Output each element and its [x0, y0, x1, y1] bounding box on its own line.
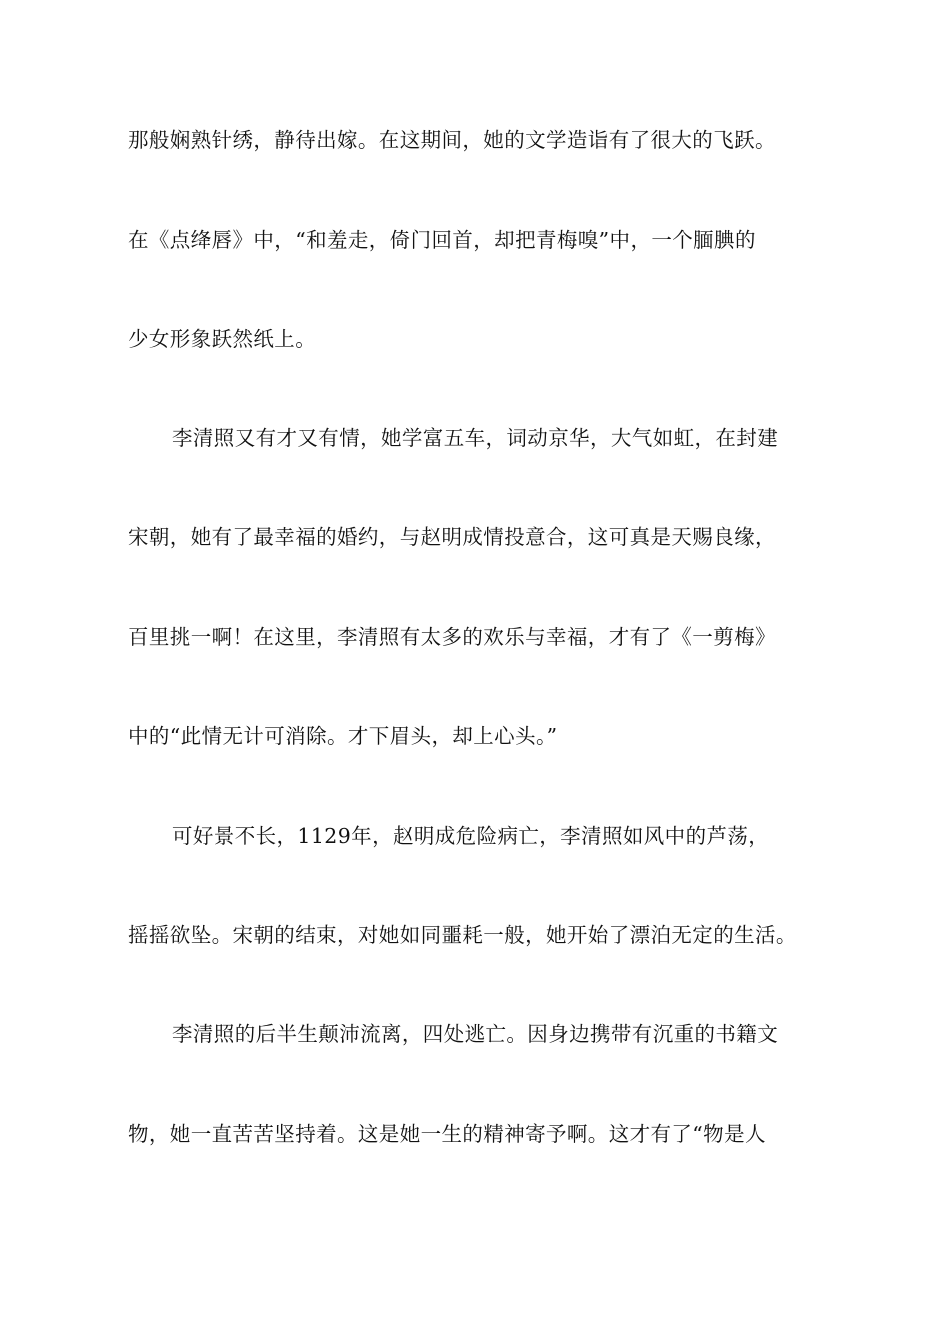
text-line: 少女形象跃然纸上。: [128, 327, 317, 351]
text-line: 中的“此情无计可消除。才下眉头，却上心头。”: [128, 724, 558, 748]
paragraph-start-line: 李清照的后半生颠沛流离，四处逃亡。因身边携带有沉重的书籍文: [172, 1022, 779, 1046]
paragraph-start-line: 李清照又有才又有情，她学富五车，词动京华，大气如虹，在封建: [172, 426, 779, 450]
text-line: 百里挑一啊！在这里，李清照有太多的欢乐与幸福，才有了《一剪梅》: [128, 625, 776, 649]
text-line: 在《点绛唇》中，“和羞走，倚门回首，却把青梅嗅”中，一个腼腆的: [128, 228, 756, 252]
text-line: 那般娴熟针绣，静待出嫁。在这期间，她的文学造诣有了很大的飞跃。: [128, 128, 776, 152]
text-line: 摇摇欲坠。宋朝的结束，对她如同噩耗一般，她开始了漂泊无定的生活。: [128, 923, 797, 947]
text-line: 物，她一直苦苦坚持着。这是她一生的精神寄予啊。这才有了“物是人: [128, 1122, 766, 1146]
text-line: 宋朝，她有了最幸福的婚约，与赵明成情投意合，这可真是天赐良缘，: [128, 525, 776, 549]
paragraph-start-line: 可好景不长，1129年，赵明成危险病亡，李清照如风中的芦荡，: [172, 824, 770, 848]
